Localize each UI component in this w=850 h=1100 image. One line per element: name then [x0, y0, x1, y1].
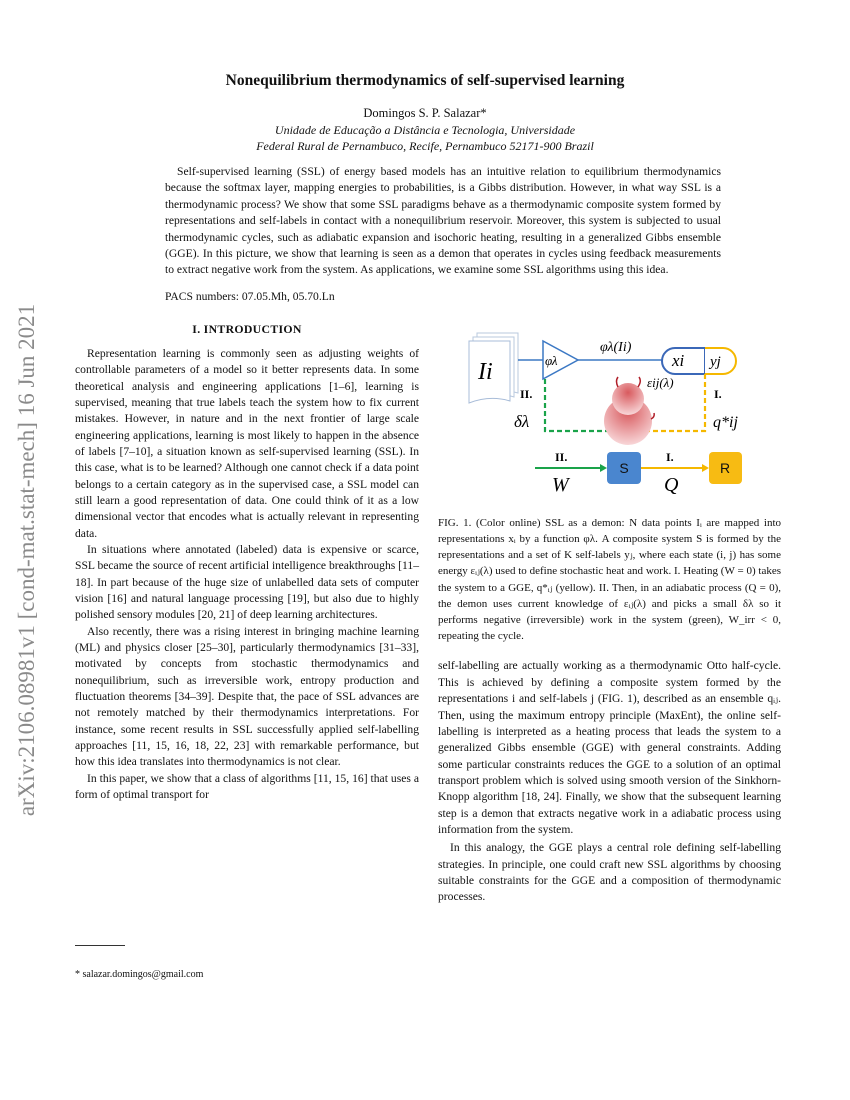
document-stack-icon: [469, 333, 518, 403]
heat-step-label: I.: [666, 449, 674, 464]
reservoir-label: R: [719, 459, 731, 476]
delta-lambda-label: δλ: [514, 411, 530, 431]
two-column-body: [0, 321, 850, 981]
work-label: W: [552, 473, 569, 496]
step-ii-label: II.: [520, 386, 533, 401]
y-label: yj: [710, 353, 721, 370]
paragraph: In this paper, we show that a class of algorithms [11, 15, 16] that uses a form of optimal transport for: [75, 771, 419, 802]
arxiv-identifier: arXiv:2106.08981v1 [cond-mat.stat-mech] 16 Jun 2021: [14, 303, 39, 817]
figure-caption: FIG. 1. (Color online) SSL as a demon: N data points Iᵢ are mapped into representations xᵢ by a function φλ. A composite system S is formed by the representations and a set of K self-labels yⱼ, where each state (i, j) has some energy εᵢⱼ(λ) used to define stochastic heat and work. I. Heating (W = 0) takes the system to a GGE, q*ᵢⱼ (yellow). II. Then, in an adiabatic process (Q = 0), the demon uses current knowledge of εᵢⱼ(λ) and picks a small δλ so it performs negative (irreversible) work in the system (green), W_irr < 0, repeating the cycle.: [438, 516, 781, 643]
section-heading: I. INTRODUCTION: [192, 321, 302, 336]
footnote-rule: [75, 945, 125, 946]
work-step-label: II.: [555, 449, 568, 464]
left-column: [75, 321, 419, 981]
paragraph: Also recently, there was a rising interest in bringing machine learning (ML) and physics closer [25–30], particularly thermodynamics [31–33], motivated by concepts from stochastic thermodynamics and nonequilibrium, such as irreversible work, entropy production and fluctuation theorems [34–39]. Despite that, the pace of SSL advances are not remotely matched by their thermodynamics interpretations. For instance, some recent results in SSL successfully applied self-labelling approaches [11, 15, 16, 18, 22, 23] with remarkable performance, but how this idea translates into thermodynamics is not clear.: [75, 624, 419, 769]
right-column: [438, 321, 781, 981]
x-label: xi: [672, 350, 685, 370]
paragraph: Representation learning is commonly seen as adjusting weights of controllable parameters of a model so it better represents data. In some theoretical analysis and engineering applications [1–6], learning is supervised, meaning that true labels teach the system how to fix current mistakes. However, in nature and in the next frontier of large scale engineering applications, learning is most likely to happen in the absence of labels [7–10], a situation known as self-supervised learning (SSL). In this case, what is to be learned? Although one cannot check if a data point belongs to a certain category as in the supervised case, a SSL model can still learn a good representation of data. One could think of it as a low dimensional vector that encodes what is actually relevant in representing data.: [75, 346, 419, 540]
map-label: φλ(Ii): [600, 339, 632, 355]
input-label: Ii: [478, 358, 493, 385]
feedback-green-path: [545, 379, 610, 431]
q-star-label: q*ij: [713, 413, 738, 431]
footnote-area: [75, 931, 419, 981]
system-label: S: [619, 459, 629, 476]
paper-title: Nonequilibrium thermodynamics of self-supervised learning: [225, 72, 625, 89]
author: Domingos S. P. Salazar*: [363, 106, 487, 120]
affiliation: [0, 122, 850, 154]
heat-label: Q: [664, 473, 679, 496]
paragraph: self-labelling are actually working as a thermodynamic Otto half-cycle. This is achieved by defining a composite system formed by the representations i and self-labels j (FIG. 1), described as an ensemble qᵢⱼ. Then, using the maximum entropy principle (MaxEnt), the online self-labelling is interpreted as a heating process that leads the system to a generalized Gibbs ensemble (GGE) with general constraints. Adding some particular constraints reduces the GGE to a solution of an optimal transport problem which is solved using smooth version of the Sinkhorn-Knopp algorithm [18, 24]. Finally, we show that the subsequent learning step is a demon that extracts negative work in a adiabatic process using information from the system.: [438, 659, 781, 836]
energy-label: εij(λ): [647, 374, 674, 390]
paragraph: In this analogy, the GGE plays a central role defining self-labelling strategies. In principle, one could craft new SSL algorithms by choosing suitable constraints for the GGE and a composition of thermodynamic processes.: [438, 841, 781, 904]
affiliation-line: Federal Rural de Pernambuco, Recife, Pernambuco 52171-900 Brazil: [256, 139, 594, 153]
step-i-label: I.: [714, 386, 722, 401]
affiliation-line: Unidade de Educação a Distância e Tecnologia, Universidade: [274, 123, 576, 137]
right-column-text: [438, 658, 781, 905]
footnote: * salazar.domingos@gmail.com: [75, 968, 204, 980]
pacs-numbers: PACS numbers: 07.05.Mh, 05.70.Ln: [165, 289, 335, 303]
phi-label: φλ: [545, 352, 558, 368]
paragraph: In situations where annotated (labeled) data is expensive or scarce, SSL became the source of recent artificial intelligence breakthroughs [11–18]. In part because of the huge size of unlabelled data sets of computer vision [16] and natural language processing [19], but also due to highly polished sensory modules [20, 21] of deep learning architectures.: [75, 542, 419, 622]
left-column-text: [75, 346, 419, 804]
figure-1: [440, 321, 790, 501]
abstract: Self-supervised learning (SSL) of energy based models has an intuitive relation to equilibrium thermodynamics because the softmax layer, mapping energies to probabilities, is a Gibbs distribution. However, in what way SSL is a thermodynamic process? We show that some SSL paradigms behave as a thermodynamic composite system formed by representations and self-labels in contact with a nonequilibrium reservoir. Moreover, this system is subjected to usual thermodynamic cycles, such as adiabatic expansion and isochoric heating, resulting in a generalized Gibbs ensemble (GGE). In this picture, we show that learning is seen as a demon that operates in cycles using feedback measurements to extract negative work from the system. As applications, we examine some SSL algorithms using this idea.: [165, 165, 721, 277]
